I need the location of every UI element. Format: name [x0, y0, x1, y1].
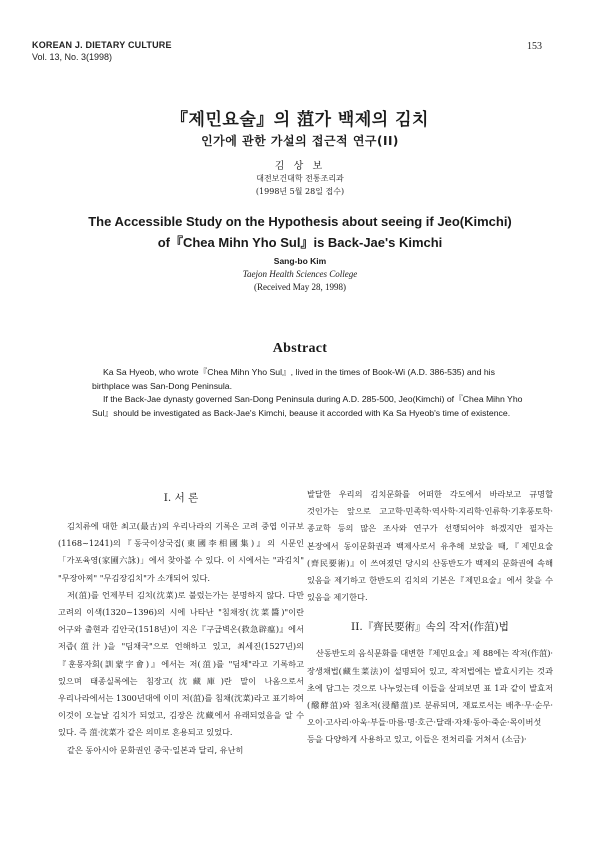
abstract-paragraph: Ka Sa Hyeob, who wrote『Chea Mihn Yho Sul』, lived in the times of Book-Wi (A.D. 386-535) and his birthplace was San-Dong Peninsula. — [92, 367, 495, 391]
english-affiliation: Taejon Health Sciences College — [242, 269, 358, 279]
body-paragraph: 같은 동아시아 문화권인 중국·일본과 달리, 유난히 — [67, 744, 244, 755]
korean-subtitle: 인가에 관한 가설의 접근적 연구(II) — [201, 134, 399, 148]
korean-received-date: (1998년 5월 28일 접수) — [255, 187, 345, 196]
body-column-left — [58, 486, 304, 759]
english-received-date: (Received May 28, 1998) — [254, 282, 346, 292]
journal-name: KOREAN J. DIETARY CULTURE — [32, 40, 172, 50]
abstract-paragraph: If the Back-Jae dynasty governed San-Dong Peninsula during A.D. 285-500, Jeo(Kimchi) of『Chea Mihn Yho Sul』should be investigated as Back-Jae's Kimchi, beause it accorded with Ka Sa Hyeob's time of existence. — [92, 394, 523, 419]
body-paragraph: 저(菹)를 언제부터 김치(沈菜)로 불렀는가는 분명하지 않다. 다만 고려의 이색(1320~1396)의 시에 나타난 "침채장(沈菜醬)"이란 어구와 출현과 김안국(1518년)이 지은『구급벽온(救急辟瘟)』에서 저즙(菹汁)을 "딤채국"으로 언해하고 있고, 최세진(1527년)의『훈몽자회(訓蒙字會)』에서는 저(菹)를 "딤채"라고 기록하고 있으며 태종실록에는 침장고(沈藏庫)란 말이 나옴으로서 우리나라에서는 1300년대에 이미 저(菹)를 침채(沈菜)라고 표기하여 이것이 오늘날 김치가 되었고, 김장은 沈藏에서 유래되었음을 알 수 있다. 즉 菹·沈菜가 같은 의미로 혼용되고 있었다. — [58, 589, 304, 738]
korean-author: 김 상 보 — [274, 161, 326, 172]
journal-header — [32, 39, 172, 63]
section-heading-jeo-method: II.『齊民要術』속의 작저(作菹)법 — [351, 621, 509, 634]
korean-title: 『제민요술』의 菹가 백제의 김치 — [171, 110, 429, 130]
body-paragraph: 발달한 우리의 김치문화를 어떠한 각도에서 바라보고 규명할 것인가는 앞으로 고고학·민족학·역사학·지리학·인류학·기후풍토학·종교학 등의 많은 조사와 연구가 선행되어야 하겠지만 필자는 본장에서 동이문화권과 백제사로서 유추해 보았을 때,『제민요술(齊民要術)』이 쓰여졌던 당시의 산동반도가 백제의 문화권에 속해 있음을 제기하고 한반도의 김치의 기본은『제민요술』에서 찾을 수 있음을 제기한다. — [307, 489, 553, 603]
english-author: Sang-bo Kim — [273, 256, 327, 266]
body-paragraph: 산동반도의 음식문화를 대변한『제민요술』제 88에는 작저(作菹)·장생채법(藏生菜法)이 설명되어 있고, 작저법에는 발효시키는 것과 초에 담그는 것으로 나누었는데 이들을 살펴보면 표 1과 같이 발효저(醱酵菹)와 침초저(浸醋菹)로 분류되며, 재료로서는 배추·무·순무·오이·고사리·아욱·부들·마름·명·호근·달래·자채·동아·죽순·목이버섯 등을 다양하게 사용하고 있고, 이들은 전처리를 거쳐서 (소금)· — [307, 648, 553, 745]
journal-volume: Vol. 13, No. 3(1998) — [32, 52, 113, 62]
abstract-body — [92, 366, 524, 421]
section-heading-introduction: I. 서 론 — [163, 492, 199, 504]
abstract-heading: Abstract — [272, 341, 328, 356]
body-column-right — [307, 486, 553, 749]
english-title-line-2: of『Chea Mihn Yho Sul』is Back-Jae's Kimchi — [157, 235, 443, 250]
korean-affiliation: 대전보건대학 전통조리과 — [256, 174, 344, 183]
page-number: 153 — [527, 41, 542, 52]
body-paragraph: 김치류에 대한 최고(最古)의 우리나라의 기록은 고려 중엽 이규보(1168~1241)의『동국이상국집(東國李相國集)』의 시문인「가포육영(家圃六詠)」에서 찾아볼 수 있다. 이 시에서는 "과김치" "무장아찌" "무김장김치"가 소개되어 있다. — [58, 521, 304, 583]
english-title-line-1: The Accessible Study on the Hypothesis about seeing if Jeo(Kimchi) — [88, 214, 512, 229]
